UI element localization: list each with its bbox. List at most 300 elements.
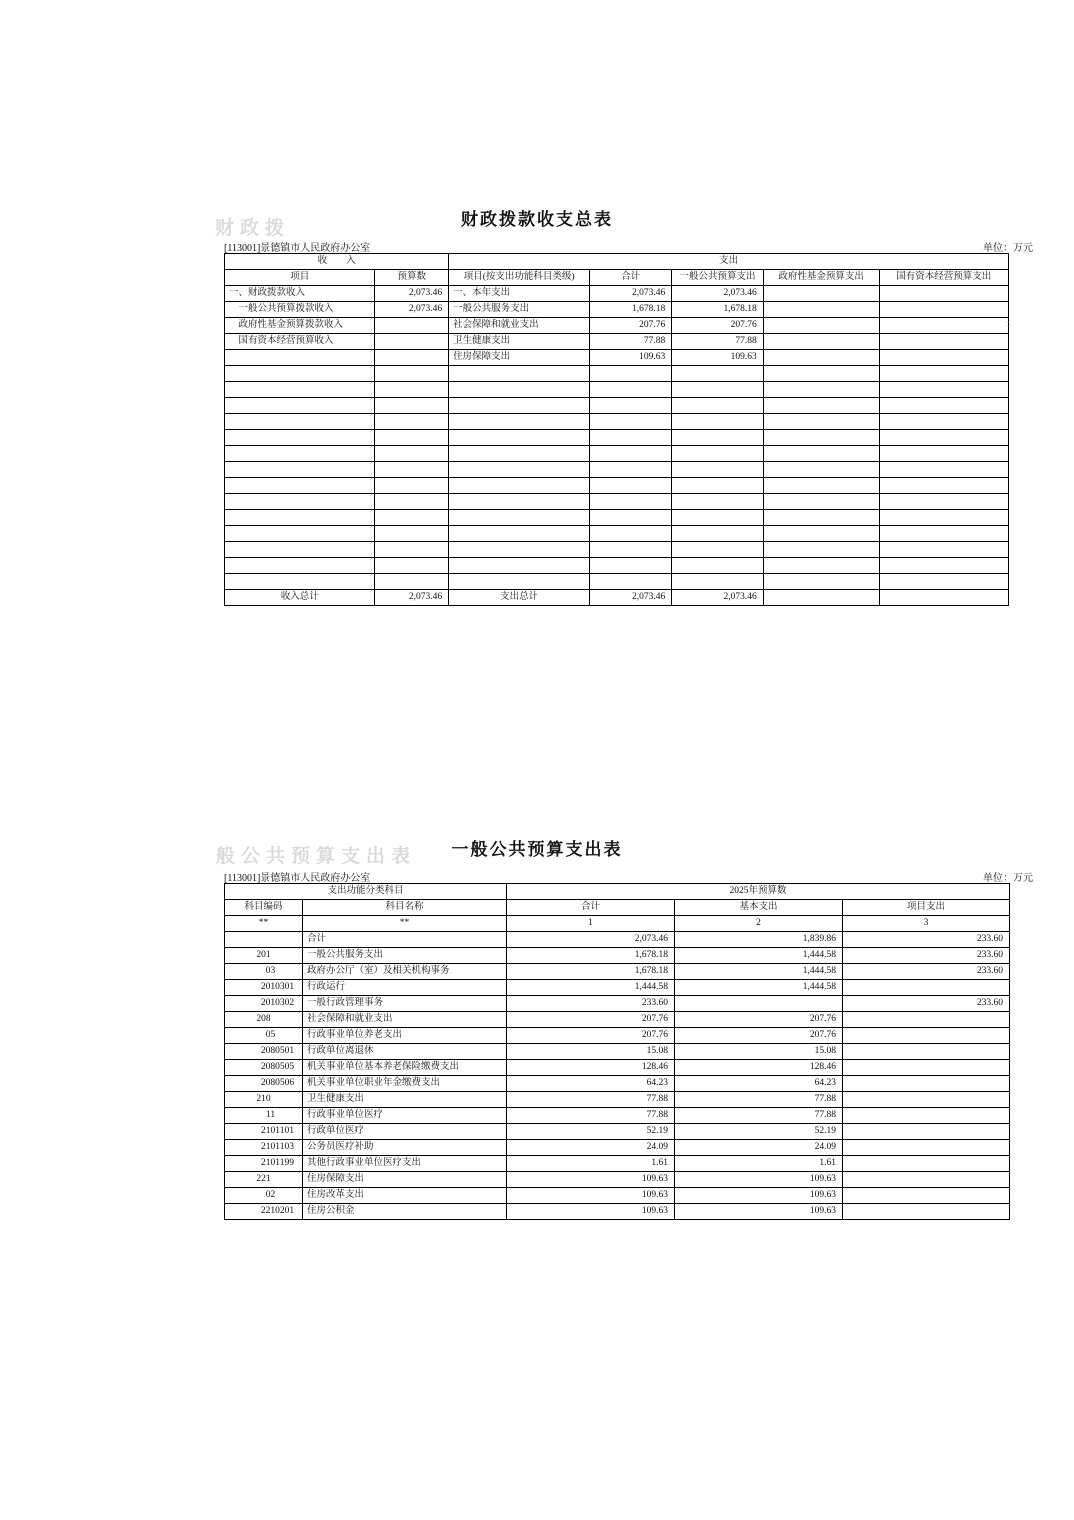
- table2-group-header-row: [225, 884, 1010, 900]
- cell-income-budget: [375, 510, 449, 526]
- table-row: [225, 494, 1009, 510]
- cell-gov-fund: [763, 574, 879, 590]
- table-row: [225, 1028, 1010, 1044]
- table-row: [225, 414, 1009, 430]
- num-total: 1: [507, 916, 675, 932]
- table-row: [225, 1108, 1010, 1124]
- cell-basic: 24.09: [675, 1140, 843, 1156]
- table-row: [225, 1140, 1010, 1156]
- cell-gov-fund: [763, 526, 879, 542]
- financial-allocation-table: [224, 253, 1009, 606]
- cell-income-item: [225, 350, 375, 366]
- general-public-budget-table: [224, 883, 1010, 1220]
- cell-total-income-value: 2,073.46: [375, 590, 449, 606]
- cell-name: 住房改革支出: [303, 1188, 507, 1204]
- table-row: [225, 558, 1009, 574]
- cell-project: [843, 1188, 1010, 1204]
- cell-general-public: 1,678.18: [672, 302, 764, 318]
- cell-income-item: [225, 446, 375, 462]
- cell-gov-fund: [763, 398, 879, 414]
- cell-basic: 64.23: [675, 1076, 843, 1092]
- table1-org: [113001]景德镇市人民政府办公室: [224, 243, 371, 254]
- cell-state-capital: [879, 398, 1008, 414]
- cell-project: 233.60: [843, 948, 1010, 964]
- table1-group-header-row: [225, 254, 1009, 270]
- table2-group-year: 2025年预算数: [507, 884, 1010, 900]
- table-row: [225, 1156, 1010, 1172]
- cell-total-expense-value: 2,073.46: [590, 590, 672, 606]
- table-row: [225, 932, 1010, 948]
- cell-basic: 207.76: [675, 1012, 843, 1028]
- cell-total: [590, 366, 672, 382]
- table1-column-header-row: [225, 270, 1009, 286]
- cell-project: [843, 1044, 1010, 1060]
- table1-total-row: [225, 590, 1009, 606]
- cell-gov-fund: [763, 558, 879, 574]
- cell-general-public: [672, 382, 764, 398]
- cell-name: 公务员医疗补助: [303, 1140, 507, 1156]
- cell-income-budget: [375, 478, 449, 494]
- table2-numbering-row: [225, 916, 1010, 932]
- cell-basic: 15.08: [675, 1044, 843, 1060]
- cell-total: [590, 446, 672, 462]
- cell-total: [590, 462, 672, 478]
- cell-basic: 109.63: [675, 1188, 843, 1204]
- cell-expense-item: [449, 462, 590, 478]
- cell-name: 其他行政事业单位医疗支出: [303, 1156, 507, 1172]
- cell-income-budget: [375, 382, 449, 398]
- cell-project: 233.60: [843, 996, 1010, 1012]
- cell-income-item: [225, 430, 375, 446]
- cell-income-budget: [375, 350, 449, 366]
- cell-project: [843, 1156, 1010, 1172]
- table-row: [225, 430, 1009, 446]
- cell-income-item: [225, 366, 375, 382]
- cell-code: [225, 932, 303, 948]
- cell-income-item: [225, 382, 375, 398]
- cell-name: 卫生健康支出: [303, 1092, 507, 1108]
- cell-general-public: [672, 446, 764, 462]
- cell-gov-fund: [763, 350, 879, 366]
- cell-income-item: 国有资本经营预算收入: [225, 334, 375, 350]
- cell-total: 77.88: [590, 334, 672, 350]
- col-code: 科目编码: [225, 900, 303, 916]
- cell-code: 2010301: [225, 980, 303, 996]
- cell-general-public: [672, 398, 764, 414]
- cell-income-budget: [375, 574, 449, 590]
- table-row: [225, 526, 1009, 542]
- cell-general-public: [672, 526, 764, 542]
- cell-code: 2080501: [225, 1044, 303, 1060]
- table-row: [225, 964, 1010, 980]
- cell-gov-fund: [763, 414, 879, 430]
- cell-project: [843, 1060, 1010, 1076]
- cell-income-item: 一般公共预算拨款收入: [225, 302, 375, 318]
- cell-name: 社会保障和就业支出: [303, 1012, 507, 1028]
- cell-expense-item: [449, 558, 590, 574]
- cell-gov-fund: [763, 382, 879, 398]
- cell-basic: 77.88: [675, 1092, 843, 1108]
- table-row: [225, 574, 1009, 590]
- cell-expense-item: 社会保障和就业支出: [449, 318, 590, 334]
- cell-state-capital: [879, 350, 1008, 366]
- cell-code: 2080506: [225, 1076, 303, 1092]
- table-row: [225, 1060, 1010, 1076]
- financial-allocation-section: [0, 205, 1074, 602]
- cell-total: 2,073.46: [590, 286, 672, 302]
- cell-name: 行政单位医疗: [303, 1124, 507, 1140]
- cell-code: 2101103: [225, 1140, 303, 1156]
- cell-gov-fund: [763, 478, 879, 494]
- col-gov-fund: 政府性基金预算支出: [763, 270, 879, 286]
- cell-state-capital: [879, 318, 1008, 334]
- col-basic: 基本支出: [675, 900, 843, 916]
- cell-income-budget: [375, 334, 449, 350]
- cell-total: [590, 494, 672, 510]
- col-project: 项目支出: [843, 900, 1010, 916]
- cell-code: 2080505: [225, 1060, 303, 1076]
- cell-code: 210: [225, 1092, 303, 1108]
- cell-gov-fund: [763, 446, 879, 462]
- cell-general-public: 77.88: [672, 334, 764, 350]
- cell-name: 机关事业单位职业年金缴费支出: [303, 1076, 507, 1092]
- cell-general-public: [672, 462, 764, 478]
- cell-project: 233.60: [843, 964, 1010, 980]
- cell-income-budget: [375, 558, 449, 574]
- cell-gov-fund: [763, 334, 879, 350]
- cell-income-item: [225, 574, 375, 590]
- table-row: [225, 286, 1009, 302]
- cell-total-expense-label: 支出总计: [449, 590, 590, 606]
- cell-gov-fund: [763, 542, 879, 558]
- cell-total: 128.46: [507, 1060, 675, 1076]
- cell-state-capital: [879, 478, 1008, 494]
- cell-income-item: [225, 526, 375, 542]
- cell-state-capital: [879, 526, 1008, 542]
- table-row: [225, 1076, 1010, 1092]
- cell-total: 77.88: [507, 1108, 675, 1124]
- table-row: [225, 398, 1009, 414]
- table-row: [225, 996, 1010, 1012]
- cell-project: 233.60: [843, 932, 1010, 948]
- cell-gov-fund: [763, 462, 879, 478]
- cell-state-capital: [879, 366, 1008, 382]
- cell-general-public: 109.63: [672, 350, 764, 366]
- table-row: [225, 318, 1009, 334]
- col-general-public: 一般公共预算支出: [672, 270, 764, 286]
- cell-code: 02: [225, 1188, 303, 1204]
- cell-name: 行政单位离退休: [303, 1044, 507, 1060]
- cell-general-public: 2,073.46: [672, 286, 764, 302]
- cell-gov-fund: [763, 430, 879, 446]
- cell-income-budget: [375, 398, 449, 414]
- table-row: [225, 446, 1009, 462]
- table-row: [225, 510, 1009, 526]
- cell-income-item: [225, 462, 375, 478]
- num-basic: 2: [675, 916, 843, 932]
- cell-basic: 52.19: [675, 1124, 843, 1140]
- cell-code: 2210201: [225, 1204, 303, 1220]
- cell-total: [590, 478, 672, 494]
- num-code: **: [225, 916, 303, 932]
- cell-expense-item: [449, 510, 590, 526]
- table-row: [225, 542, 1009, 558]
- cell-basic: 128.46: [675, 1060, 843, 1076]
- cell-income-budget: [375, 430, 449, 446]
- cell-project: [843, 1140, 1010, 1156]
- cell-total: 2,073.46: [507, 932, 675, 948]
- cell-state-capital: [879, 302, 1008, 318]
- cell-state-capital: [879, 558, 1008, 574]
- cell-gov-fund: [763, 366, 879, 382]
- cell-income-budget: 2,073.46: [375, 286, 449, 302]
- cell-basic: 1,444.58: [675, 980, 843, 996]
- cell-state-capital: [879, 574, 1008, 590]
- num-name: **: [303, 916, 507, 932]
- col-total: 合计: [507, 900, 675, 916]
- cell-code: 11: [225, 1108, 303, 1124]
- cell-basic: 207.76: [675, 1028, 843, 1044]
- cell-general-public: 207.76: [672, 318, 764, 334]
- cell-expense-item: [449, 366, 590, 382]
- cell-code: 201: [225, 948, 303, 964]
- col-state-capital: 国有资本经营预算支出: [879, 270, 1008, 286]
- table-row: [225, 1172, 1010, 1188]
- cell-name: 住房保障支出: [303, 1172, 507, 1188]
- table2-title: 一般公共预算支出表: [451, 840, 623, 859]
- cell-name: 一般行政管理事务: [303, 996, 507, 1012]
- num-project: 3: [843, 916, 1010, 932]
- cell-name: 一般公共服务支出: [303, 948, 507, 964]
- cell-basic: 77.88: [675, 1108, 843, 1124]
- cell-expense-item: 一般公共服务支出: [449, 302, 590, 318]
- table-row: [225, 1012, 1010, 1028]
- cell-total: [590, 526, 672, 542]
- cell-project: [843, 1012, 1010, 1028]
- table1-group-income: 收 入: [225, 254, 449, 270]
- table2-column-header-row: [225, 900, 1010, 916]
- cell-total: 52.19: [507, 1124, 675, 1140]
- col-income-item: 项目: [225, 270, 375, 286]
- cell-total-state-capital: [879, 590, 1008, 606]
- cell-basic: 109.63: [675, 1204, 843, 1220]
- cell-state-capital: [879, 382, 1008, 398]
- cell-code: 03: [225, 964, 303, 980]
- cell-expense-item: [449, 382, 590, 398]
- cell-state-capital: [879, 462, 1008, 478]
- cell-income-item: [225, 414, 375, 430]
- cell-expense-item: [449, 574, 590, 590]
- table1-unit: 单位：万元: [983, 243, 1033, 254]
- cell-total: 1,678.18: [507, 964, 675, 980]
- table2-group-subject: 支出功能分类科目: [225, 884, 507, 900]
- cell-total: 109.63: [507, 1204, 675, 1220]
- cell-gov-fund: [763, 494, 879, 510]
- cell-name: 行政事业单位医疗: [303, 1108, 507, 1124]
- cell-total: 1.61: [507, 1156, 675, 1172]
- cell-gov-fund: [763, 318, 879, 334]
- cell-project: [843, 1204, 1010, 1220]
- cell-basic: 1,444.58: [675, 964, 843, 980]
- cell-project: [843, 1172, 1010, 1188]
- table-row: [225, 1204, 1010, 1220]
- cell-state-capital: [879, 510, 1008, 526]
- cell-code: 2010302: [225, 996, 303, 1012]
- cell-project: [843, 1076, 1010, 1092]
- cell-basic: 1,444.58: [675, 948, 843, 964]
- cell-income-budget: [375, 542, 449, 558]
- cell-general-public: [672, 430, 764, 446]
- cell-general-public: [672, 414, 764, 430]
- cell-expense-item: [449, 494, 590, 510]
- table-row: [225, 334, 1009, 350]
- watermark-table1: 财政拨: [215, 218, 291, 239]
- cell-name: 行政事业单位养老支出: [303, 1028, 507, 1044]
- cell-project: [843, 1108, 1010, 1124]
- cell-general-public: [672, 542, 764, 558]
- cell-total: [590, 414, 672, 430]
- cell-income-budget: [375, 494, 449, 510]
- col-total: 合计: [590, 270, 672, 286]
- cell-total: 233.60: [507, 996, 675, 1012]
- table-row: [225, 1188, 1010, 1204]
- cell-income-budget: [375, 414, 449, 430]
- cell-income-item: [225, 478, 375, 494]
- cell-total: 207.76: [590, 318, 672, 334]
- watermark-table2: 般公共预算支出表: [216, 846, 417, 867]
- cell-total: [590, 542, 672, 558]
- table1-group-expense: 支出: [449, 254, 1009, 270]
- cell-expense-item: [449, 542, 590, 558]
- cell-code: 221: [225, 1172, 303, 1188]
- cell-name: 机关事业单位基本养老保险缴费支出: [303, 1060, 507, 1076]
- table-row: [225, 1124, 1010, 1140]
- cell-total: 109.63: [507, 1172, 675, 1188]
- cell-expense-item: [449, 478, 590, 494]
- cell-income-item: 政府性基金预算拨款收入: [225, 318, 375, 334]
- col-name: 科目名称: [303, 900, 507, 916]
- cell-code: 2101101: [225, 1124, 303, 1140]
- cell-income-budget: [375, 462, 449, 478]
- cell-income-budget: [375, 526, 449, 542]
- cell-expense-item: 一、本年支出: [449, 286, 590, 302]
- cell-total: 1,678.18: [507, 948, 675, 964]
- table1-title: 财政拨款收支总表: [461, 210, 613, 229]
- scan-mark-1: □: [1006, 320, 1011, 329]
- table-row: [225, 462, 1009, 478]
- cell-general-public: [672, 494, 764, 510]
- cell-total: 15.08: [507, 1044, 675, 1060]
- cell-code: 2101199: [225, 1156, 303, 1172]
- cell-total: [590, 382, 672, 398]
- table2-unit: 单位：万元: [983, 873, 1033, 884]
- general-public-budget-section: [0, 835, 1074, 1216]
- cell-income-item: [225, 510, 375, 526]
- cell-state-capital: [879, 494, 1008, 510]
- cell-income-item: [225, 542, 375, 558]
- cell-gov-fund: [763, 302, 879, 318]
- cell-expense-item: [449, 430, 590, 446]
- cell-state-capital: [879, 414, 1008, 430]
- cell-total: 64.23: [507, 1076, 675, 1092]
- cell-code: 208: [225, 1012, 303, 1028]
- cell-income-item: [225, 398, 375, 414]
- cell-total: 1,444.58: [507, 980, 675, 996]
- cell-total-gov-fund: [763, 590, 879, 606]
- cell-name: 行政运行: [303, 980, 507, 996]
- cell-total: [590, 574, 672, 590]
- cell-total: 207.76: [507, 1028, 675, 1044]
- table-row: [225, 302, 1009, 318]
- cell-income-budget: [375, 318, 449, 334]
- cell-total: 77.88: [507, 1092, 675, 1108]
- table-row: [225, 350, 1009, 366]
- cell-general-public: [672, 558, 764, 574]
- cell-general-public: [672, 478, 764, 494]
- cell-general-public: [672, 366, 764, 382]
- cell-income-item: [225, 558, 375, 574]
- cell-state-capital: [879, 542, 1008, 558]
- cell-code: 05: [225, 1028, 303, 1044]
- cell-general-public: [672, 510, 764, 526]
- cell-total-income-label: 收入总计: [225, 590, 375, 606]
- cell-gov-fund: [763, 510, 879, 526]
- cell-project: [843, 1092, 1010, 1108]
- cell-name: 政府办公厅（室）及相关机构事务: [303, 964, 507, 980]
- cell-name: 合计: [303, 932, 507, 948]
- cell-basic: 109.63: [675, 1172, 843, 1188]
- table-row: [225, 948, 1010, 964]
- table-row: [225, 478, 1009, 494]
- cell-general-public: [672, 574, 764, 590]
- cell-total: [590, 510, 672, 526]
- cell-total: 109.63: [590, 350, 672, 366]
- cell-gov-fund: [763, 286, 879, 302]
- cell-expense-item: 住房保障支出: [449, 350, 590, 366]
- cell-state-capital: [879, 430, 1008, 446]
- table-row: [225, 1092, 1010, 1108]
- table-row: [225, 366, 1009, 382]
- cell-expense-item: [449, 446, 590, 462]
- cell-basic: 1,839.86: [675, 932, 843, 948]
- cell-expense-item: [449, 526, 590, 542]
- cell-name: 住房公积金: [303, 1204, 507, 1220]
- cell-total: [590, 430, 672, 446]
- cell-project: [843, 1028, 1010, 1044]
- cell-total: 207.76: [507, 1012, 675, 1028]
- cell-total-general-public: 2,073.46: [672, 590, 764, 606]
- cell-basic: [675, 996, 843, 1012]
- col-expense-item: 项目(按支出功能科目类级): [449, 270, 590, 286]
- cell-income-item: 一、财政拨款收入: [225, 286, 375, 302]
- table-row: [225, 1044, 1010, 1060]
- cell-project: [843, 980, 1010, 996]
- cell-expense-item: [449, 398, 590, 414]
- cell-income-budget: [375, 366, 449, 382]
- cell-state-capital: [879, 286, 1008, 302]
- cell-expense-item: [449, 414, 590, 430]
- cell-state-capital: [879, 446, 1008, 462]
- cell-expense-item: 卫生健康支出: [449, 334, 590, 350]
- cell-basic: 1.61: [675, 1156, 843, 1172]
- col-income-budget: 预算数: [375, 270, 449, 286]
- cell-total: 24.09: [507, 1140, 675, 1156]
- cell-total: [590, 398, 672, 414]
- cell-state-capital: [879, 334, 1008, 350]
- cell-income-item: [225, 494, 375, 510]
- cell-project: [843, 1124, 1010, 1140]
- cell-total: 1,678.18: [590, 302, 672, 318]
